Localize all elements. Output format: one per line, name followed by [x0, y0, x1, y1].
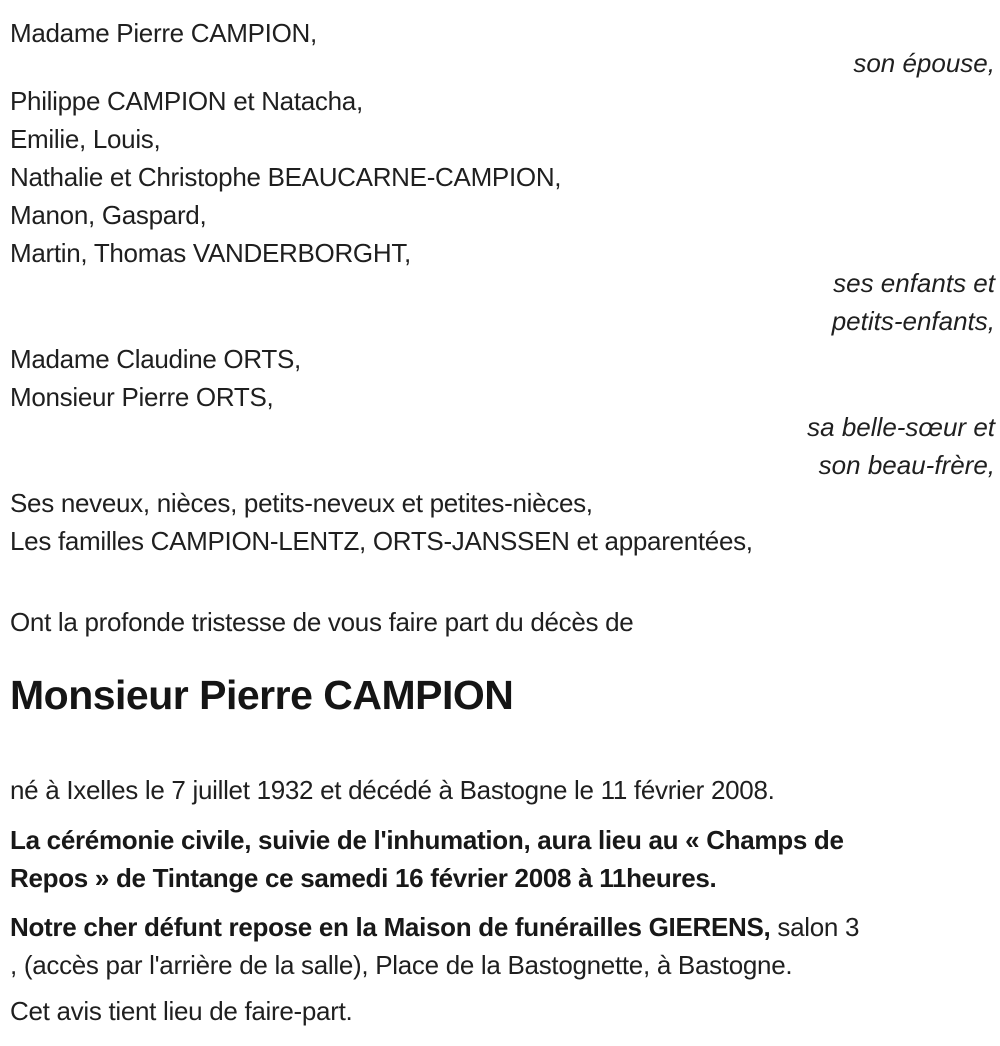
- family-line: Philippe CAMPION et Natacha,: [10, 86, 363, 116]
- family-line: Emilie, Louis,: [10, 124, 161, 154]
- repose-paragraph: [0, 908, 1000, 984]
- repose-bold-text: Notre cher défunt repose en la Maison de funérailles GIERENS,: [10, 912, 771, 942]
- repose-line-2: , (accès par l'arrière de la salle), Place de la Bastognette, à Bastogne.: [10, 950, 793, 980]
- repose-line-1: [10, 908, 1000, 946]
- family-list: [0, 14, 1000, 560]
- birth-death-line: né à Ixelles le 7 juillet 1932 et décédé à Bastogne le 11 février 2008.: [10, 775, 775, 805]
- relation-label: petits-enfants,: [831, 306, 995, 336]
- deceased-name: Monsieur Pierre CAMPION: [10, 672, 514, 718]
- family-line: Monsieur Pierre ORTS,: [10, 382, 274, 412]
- relation-label: son beau-frère,: [818, 450, 995, 480]
- family-line: Madame Claudine ORTS,: [10, 344, 301, 374]
- family-line: Nathalie et Christophe BEAUCARNE-CAMPION,: [10, 162, 562, 192]
- ceremony-line-1: La cérémonie civile, suivie de l'inhumation, aura lieu au « Champs de: [10, 825, 844, 855]
- relation-label: ses enfants et: [833, 268, 995, 298]
- repose-regular-text: salon 3: [777, 912, 860, 942]
- family-line: Madame Pierre CAMPION,: [10, 18, 317, 48]
- family-line: Manon, Gaspard,: [10, 200, 207, 230]
- family-line: Martin, Thomas VANDERBORGHT,: [10, 238, 411, 268]
- relation-label: son épouse,: [853, 48, 995, 78]
- intro-text: Ont la profonde tristesse de vous faire part du décès de: [10, 607, 634, 637]
- family-line: Les familles CAMPION-LENTZ, ORTS-JANSSEN et apparentées,: [10, 526, 753, 556]
- closing-line: Cet avis tient lieu de faire-part.: [10, 996, 353, 1026]
- family-line: Ses neveux, nièces, petits-neveux et petites-nièces,: [10, 488, 593, 518]
- relation-label: sa belle-sœur et: [807, 412, 995, 442]
- ceremony-line-2: Repos » de Tintange ce samedi 16 février 2008 à 11heures.: [10, 863, 717, 893]
- ceremony-paragraph: [0, 821, 1000, 897]
